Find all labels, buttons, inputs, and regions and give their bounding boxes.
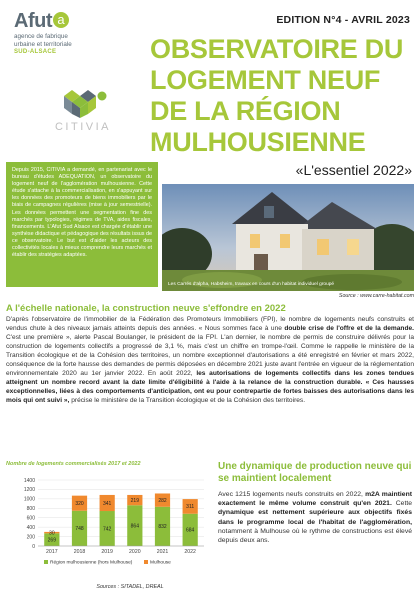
x-tick-label: 2017 — [46, 549, 58, 555]
legend-label: Mulhouse — [150, 560, 171, 566]
article-bold-text: les autorisations de logements collectifs dans les zones tendues atteignent un nombre record avant la date limite d'éligibilité à l'aide à la relance de la construction durable. « Ces hausses exceptionnelles, liées à des comportements d'anticipation, ont eu pour contrepartie de fortes baisses des autorisations dans les mois qui ont suivi », — [6, 369, 415, 404]
x-tick-label: 2021 — [156, 549, 169, 555]
afut-logo — [14, 10, 124, 72]
local-article — [218, 490, 412, 545]
data-label: 219 — [130, 497, 140, 504]
afut-line2: urbaine et territoriale — [14, 40, 72, 48]
section-heading-national: A l'échelle nationale, la construction neuve s'effondre en 2022 — [6, 303, 286, 314]
citivia-brand: CITIVIA — [54, 121, 111, 133]
x-tick-label: 2020 — [129, 549, 141, 555]
edition-label: EDITION N°4 - AVRIL 2023 — [276, 14, 410, 26]
afut-brand-letter: a — [53, 12, 69, 28]
article-text: précise le ministère de la Transition écologique et de la Cohésion des territoires. — [69, 396, 306, 404]
photo-caption: Les Carrés d'alpha, Habsheim, travaux en cours d'un habitat individuel groupé — [168, 282, 335, 287]
citivia-logo — [50, 88, 116, 146]
chart-source: Sources : SITADEL, DREAL — [96, 584, 164, 590]
x-tick-label: 2022 — [184, 549, 196, 555]
data-label: 742 — [102, 526, 112, 533]
article-text: notamment à Mulhouse où le rythme de constructions est élevé depuis deux ans. — [218, 527, 412, 545]
y-tick-label: 400 — [26, 524, 35, 531]
article-text: C'est une première », alerte Pascal Boulanger, le président de la FPI. L'an dernier, le nombre de permis de construire délivrés pour la construction de logements collectifs a progressé de 3,1 %, mais c'est un chiffre en trompe-l'œil. Comme le rappelle le ministère de la Transition écologique et de la Cohésion des territoires, un nombre exceptionnel d'autorisations a été enregistré en février et mars 2022, conséquence de la forte hausse des demandes de permis déposées en décembre 2021 juste avant l'entrée en vigueur de la réglementation environnementale 2020 au 1er janvier 2022. En août 2022, — [6, 333, 414, 377]
page-subtitle: «L'essentiel 2022» — [295, 162, 412, 178]
housing-chart — [4, 466, 212, 576]
data-label: 748 — [75, 526, 84, 533]
data-label: 341 — [102, 500, 112, 507]
y-tick-label: 0 — [32, 543, 35, 550]
article-text: Cette — [391, 500, 413, 508]
section-heading-local: Une dynamique de production neuve qui se maintient localement — [218, 461, 412, 484]
legend-label: Région mulhousienne (hors Mulhouse) — [50, 560, 133, 566]
citivia-emblem-icon — [50, 88, 116, 120]
data-label: 311 — [186, 504, 195, 511]
national-article — [6, 316, 414, 406]
chart-title: Nombre de logements commercialisés 2017 et 2022 — [6, 461, 141, 467]
legend-swatch — [144, 560, 148, 564]
data-label: 30 — [49, 530, 55, 537]
x-tick-label: 2018 — [73, 549, 86, 555]
y-tick-label: 200 — [26, 534, 35, 541]
house-photo — [162, 184, 414, 291]
y-tick-label: 1000 — [23, 496, 35, 503]
y-tick-label: 1400 — [23, 477, 35, 484]
data-label: 684 — [185, 527, 195, 534]
data-label: 832 — [158, 524, 167, 531]
data-label: 864 — [130, 523, 140, 530]
data-label: 282 — [158, 497, 167, 504]
article-text: D'après l'observatoire de l'immobilier de la Fédération des Promoteurs Immobiliers (FPI), le nombre de logements neufs construits et vendus chute à des niveaux jamais atteints depuis des années. « Nous sommes face à une — [6, 316, 414, 332]
intro-text: Depuis 2015, CITIVIA a demandé, en partenariat avec le bureau d'études ADEQUATION, un observatoire du logement neuf de l'agglomération mulhousienne. Cette étude s'attache à la commercialisation, en s'appuyant sur les données des promoteurs de biens immobiliers par le biais de campagnes régulières (mise à jour semestrielle). Les données permettent une segmentation fine des marchés par typologies, régimes de TVA, aides fiscales, financements. L'Afut Sud Alsace est chargée d'établir une synthèse didactique et pédagogique des résultats issus de ce observatoire. Le but est d'aider les acteurs des collectivités locales à mieux comprendre leurs marchés et établir des stratégies adaptées. — [12, 167, 152, 259]
page-title — [150, 34, 412, 158]
article-bold-text: m2A maintient exactement le même volume construit qu'en 2021. — [218, 491, 412, 508]
title-line: LOGEMENT NEUF — [150, 65, 381, 95]
title-line: MULHOUSIENNE — [150, 127, 366, 157]
house-illustration — [162, 184, 414, 291]
article-bold-text: double crise de l'offre et de la demande. — [284, 324, 414, 332]
intro-box — [6, 162, 158, 287]
y-tick-label: 800 — [26, 506, 35, 513]
title-line: OBSERVATOIRE DU — [150, 34, 404, 64]
legend-swatch — [44, 560, 48, 564]
y-tick-label: 600 — [26, 515, 35, 522]
article-bold-text: dynamique est nettement supérieure aux objectifs fixés dans le programme local de l'habitat de l'agglomération, — [218, 509, 412, 526]
title-line: DE LA RÉGION — [150, 96, 341, 126]
article-text: Avec 1215 logements neufs construits en 2022, — [218, 491, 366, 498]
data-label: 269 — [47, 537, 57, 544]
x-tick-label: 2019 — [101, 549, 113, 555]
afut-brand: Afut — [14, 10, 52, 32]
y-tick-label: 1200 — [23, 487, 35, 494]
data-label: 320 — [75, 500, 84, 507]
photo-source: Source : www.carre-habitat.com — [338, 293, 414, 299]
afut-line3: SUD-ALSACE — [14, 49, 57, 55]
afut-line1: agence de fabrique — [14, 33, 68, 40]
